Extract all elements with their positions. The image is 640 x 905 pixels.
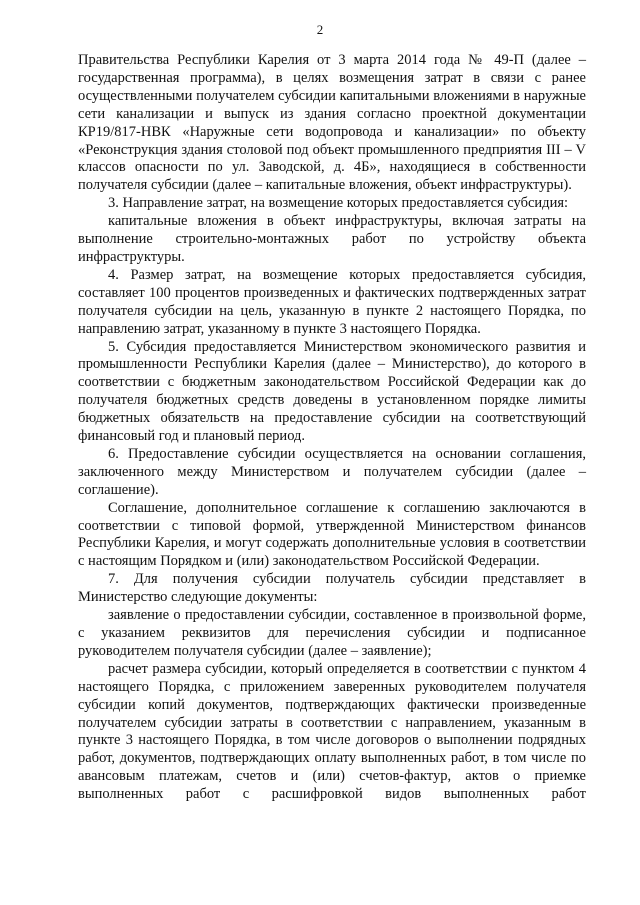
paragraph-program-continuation: Правительства Республики Карелия от 3 марта 2014 года № 49-П (далее – государственная программа), в целях возмещения затрат в связи с ранее осуществленными получателем субсидии капитальными вложениями в наружные сети канализации и выпуск из здания согласно проектной документации КР19/817-НВК «Наружные сети водопровода и канализации» по объекту «Реконструкция здания столовой под объект промышленного предприятия III – V классов опасности по ул. Заводской, д. 4Б», находящиеся в собственности получателя субсидии (далее – капитальные вложения, объект инфраструктуры). (78, 52, 586, 194)
paragraph-item-6-agreement: Соглашение, дополнительное соглашение к соглашению заключаются в соответствии с типовой формой, утвержденной Министерством финансов Республики Карелия, и могут содержать дополнительные условия в соответствии с настоящим Порядком и (или) законодательством Российской Федерации. (78, 499, 586, 570)
paragraph-item-5: 5. Субсидия предоставляется Министерством экономического развития и промышленности Республики Карелия (далее – Министерство), до которого в соответствии с бюджетным законодательством Российской Федерации как до получателя бюджетных средств доведены в установленном порядке лимиты бюджетных обязательств на предоставление субсидии на соответствующий финансовый год и плановый период. (78, 338, 586, 445)
page-number: 2 (316, 22, 324, 37)
paragraph-item-3-detail: капитальные вложения в объект инфраструктуры, включая затраты на выполнение строительно-монтажных работ по устройству объекта инфраструктуры. (78, 213, 586, 265)
paragraph-item-7-application: заявление о предоставлении субсидии, составленное в произвольной форме, с указанием реквизитов для перечисления субсидии и подписанное руководителем получателя субсидии (далее – заявление); (78, 607, 586, 659)
paragraph-item-4: 4. Размер затрат, на возмещение которых предоставляется субсидия, составляет 100 процентов произведенных и фактических подтвержденных затрат получателя субсидии на цель, указанную в пункте 2 настоящего Порядка, по направлению затрат, указанному в пункте 3 настоящего Порядка. (78, 266, 586, 337)
paragraph-item-3: 3. Направление затрат, на возмещение которых предоставляется субсидия: (108, 195, 569, 212)
paragraph-item-7: 7. Для получения субсидии получатель субсидии представляет в Министерство следующие документы: (78, 571, 586, 606)
paragraph-item-6: 6. Предоставление субсидии осуществляется на основании соглашения, заключенного между Министерством и получателем субсидии (далее – соглашение). (78, 445, 586, 498)
paragraph-item-7-calculation: расчет размера субсидии, который определяется в соответствии с пунктом 4 настоящего Порядка, с приложением заверенных руководителем получателя субсидии копий документов, подтверждающих фактически произведенные получателем субсидии затраты в соответствии с направлением, указанным в пункте 3 настоящего Порядка, в том числе договоров о выполнении подрядных работ, документов, подтверждающих оплату выполненных работ, в том числе по авансовым платежам, счетов и (или) счетов-фактур, актов о приемке выполненных работ с расшифровкой видов выполненных работ (78, 660, 586, 803)
document-body (78, 52, 586, 804)
